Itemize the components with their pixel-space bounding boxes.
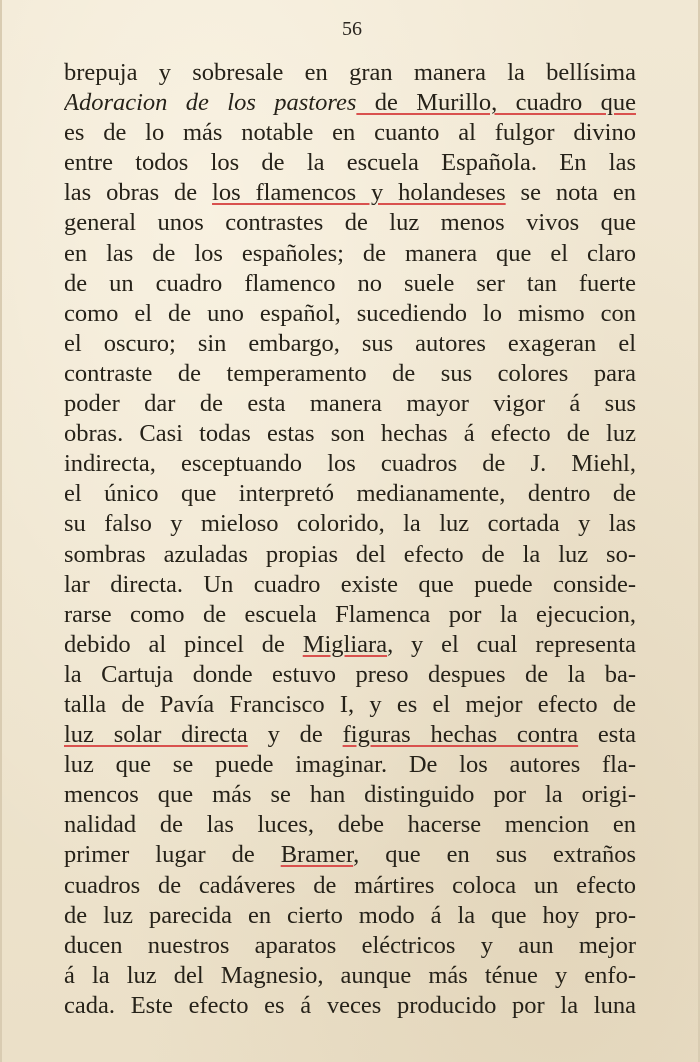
text-line (64, 88, 636, 118)
text-line: brepuja y sobresale en gran manera la bellísima (64, 59, 636, 86)
text-line: indirecta, esceptuando los cuadros de J. Miehl, (64, 450, 636, 478)
text-line: en las de los españoles; de manera que el claro (64, 239, 636, 267)
text-line: entre todos los de la escuela Española. En las (64, 149, 636, 177)
text-segment: primer lugar de (64, 841, 281, 869)
text-line: luz que se puede imaginar. De los autores fla- (64, 751, 636, 779)
text-line (64, 720, 636, 750)
text-line: es de lo más notable en cuanto al fulgor divino (64, 119, 636, 147)
underlined-phrase: de Murillo, cuadro que (356, 89, 636, 117)
text-line: cada. Este efecto es á veces producido por la luna (64, 991, 636, 1019)
text-line: talla de Pavía Francisco I, y es el mejor efecto de (64, 690, 636, 718)
text-line: de luz parecida en cierto modo á la que hoy pro- (64, 901, 636, 929)
text-line (64, 630, 636, 660)
text-segment: esta (578, 721, 636, 749)
text-line: el único que interpretó medianamente, dentro de (64, 480, 636, 508)
text-line: sombras azuladas propias del efecto de la luz so- (64, 540, 636, 568)
body-text (64, 58, 636, 1021)
text-line: de un cuadro flamenco no suele ser tan fuerte (64, 269, 636, 297)
text-line: mencos que más se han distinguido por la origi- (64, 781, 636, 809)
text-segment: , que en sus extraños (353, 841, 636, 869)
text-line: contraste de temperamento de sus colores para (64, 359, 636, 387)
text-line (64, 178, 636, 208)
italic-title: Adoracion de los pastores (64, 89, 357, 117)
underlined-phrase: Bramer (280, 841, 354, 869)
underlined-phrase: figuras hechas contra (342, 721, 579, 749)
text-line: general unos contrastes de luz menos vivos que (64, 209, 636, 237)
text-line: á la luz del Magnesio, aunque más ténue y enfo- (64, 961, 636, 989)
text-line: como el de uno español, sucediendo lo mismo con (64, 299, 636, 327)
underlined-phrase: luz solar directa (64, 721, 248, 749)
text-line: lar directa. Un cuadro existe que puede conside- (64, 570, 636, 598)
page-number: 56 (342, 18, 362, 40)
text-line: ducen nuestros aparatos eléctricos y aun mejor (64, 931, 636, 959)
text-line: rarse como de escuela Flamenca por la ejecucion, (64, 600, 636, 628)
text-line: la Cartuja donde estuvo preso despues de la ba- (64, 660, 636, 688)
text-segment: las obras de (64, 179, 213, 207)
text-segment: y de (247, 721, 343, 749)
text-line: el oscuro; sin embargo, sus autores exageran el (64, 329, 636, 357)
text-line (64, 840, 636, 870)
text-segment: , y el cual representa (387, 630, 636, 658)
text-line: poder dar de esta manera mayor vigor á sus (64, 390, 636, 418)
underlined-phrase: los flamencos y holandeses (212, 179, 506, 207)
text-line: nalidad de las luces, debe hacerse mencion en (64, 811, 636, 839)
text-segment: debido al pincel de (64, 630, 303, 658)
text-line: cuadros de cadáveres de mártires coloca un efecto (64, 871, 636, 899)
underlined-phrase: Migliara (302, 630, 388, 658)
text-line: su falso y mieloso colorido, la luz cortada y las (64, 510, 636, 538)
text-line: obras. Casi todas estas son hechas á efecto de luz (64, 420, 636, 448)
text-segment: se nota en (505, 179, 636, 207)
